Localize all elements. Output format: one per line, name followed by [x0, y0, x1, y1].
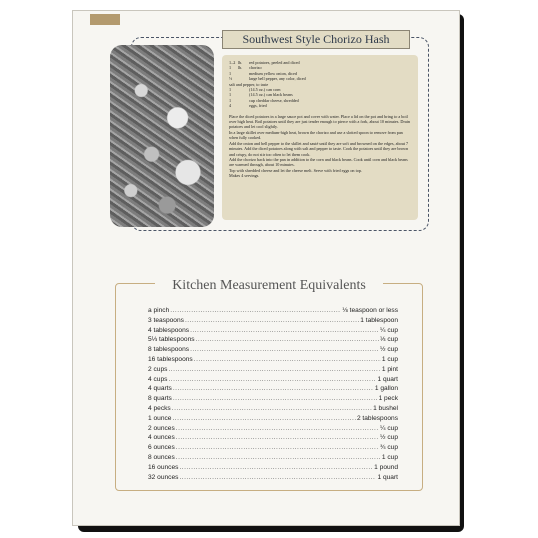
- dot-leader: [190, 327, 379, 334]
- dot-leader: [196, 336, 379, 343]
- dot-leader: [190, 346, 379, 353]
- directions: [229, 114, 411, 179]
- direction-step: Add the chorizo back into the pan in addition to the corn and black beans. Cook until corn and black beans are warmed through, about 10 minutes.: [229, 156, 408, 168]
- ingredient-list: [229, 60, 411, 109]
- dot-leader: [176, 444, 379, 451]
- direction-step: Add the onion and bell pepper to the skillet and sauté until they are soft and browned on the edges, about 7 minutes. Add the diced potatoes along with salt and pepper to taste. Cook the potatoes until they are brown and crispy, do not stir too often to let them cook.: [229, 140, 409, 157]
- measurement-row: 4 quarts ..... 1 gallon: [148, 385, 398, 395]
- measurement-row: 2 cups ..... 1 pint: [148, 366, 398, 376]
- dot-leader: [179, 464, 373, 471]
- recipe-card: [222, 55, 418, 220]
- ingredient-row: 1 (14.5 oz.) can corn: [229, 87, 281, 93]
- dot-leader: [172, 415, 355, 422]
- measurement-row: 8 quarts ..... 1 peck: [148, 395, 398, 405]
- dot-leader: [179, 474, 376, 481]
- ingredient-row: 1 lb. chorizo: [229, 65, 262, 71]
- measurement-row: 4 tablespoons ..... ¼ cup: [148, 327, 398, 337]
- direction-step: In a large skillet over medium-high heat, brown the chorizo and use a slotted spoon to remove from pan when fully cooked.: [229, 129, 403, 141]
- dot-leader: [168, 366, 380, 373]
- ingredient-row: salt and pepper, to taste: [229, 81, 269, 87]
- measurement-row: 3 teaspoons ..... 1 tablespoon: [148, 317, 398, 327]
- gold-corner-tab: [90, 14, 120, 25]
- measurement-row: 16 ounces ..... 1 pound: [148, 464, 398, 474]
- dot-leader: [172, 405, 372, 412]
- ingredient-row: 1 medium yellow onion, diced: [229, 70, 297, 76]
- measurement-row: 4 ounces ..... ½ cup: [148, 434, 398, 444]
- direction-step: Makes 4 servings.: [229, 173, 260, 179]
- ingredient-row: ½ large bell pepper, any color, diced: [229, 76, 306, 82]
- measurement-row: 16 tablespoons ..... 1 cup: [148, 356, 398, 366]
- measurement-row: 5⅓ tablespoons ..... ⅓ cup: [148, 336, 398, 346]
- measurement-row: 1 ounce ..... 2 tablespoons: [148, 415, 398, 425]
- measurement-list: [148, 307, 398, 483]
- ingredient-row: 1 cup cheddar cheese, shredded: [229, 97, 299, 103]
- dot-leader: [185, 317, 359, 324]
- measurement-title: Kitchen Measurement Equivalents: [155, 277, 383, 295]
- dot-leader: [176, 434, 379, 441]
- measurement-row: 2 ounces ..... ¼ cup: [148, 425, 398, 435]
- measurement-row: 32 ounces ..... 1 quart: [148, 474, 398, 484]
- recipe-title: Southwest Style Chorizo Hash: [222, 30, 410, 49]
- measurement-row: 8 tablespoons ..... ½ cup: [148, 346, 398, 356]
- direction-step: Top with shredded cheese and let the cheese melt. Serve with fried eggs on top.: [229, 167, 362, 173]
- measurement-row: 4 pecks ..... 1 bushel: [148, 405, 398, 415]
- dot-leader: [168, 376, 376, 383]
- measurement-row: a pinch ..... ⅛ teaspoon or less: [148, 307, 398, 317]
- measurement-row: 8 ounces ..... 1 cup: [148, 454, 398, 464]
- chorizo-hash-photo: [110, 45, 214, 227]
- dot-leader: [176, 454, 381, 461]
- dot-leader: [173, 385, 374, 392]
- measurement-row: 4 cups ..... 1 quart: [148, 376, 398, 386]
- measurement-row: 6 ounces ..... ¾ cup: [148, 444, 398, 454]
- direction-step: Place the diced potatoes in a large sauce pot and cover with water. Place a lid on the pot and bring to a boil over high heat. Boil potatoes until they are just tender enough to pierce with a fork, about 10 minutes. Drain potatoes and let cool slightly.: [229, 113, 410, 130]
- ingredient-row: 4 eggs, fried: [229, 103, 267, 109]
- ingredient-row: 1–2 lb. red potatoes, peeled and diced: [229, 60, 300, 65]
- dot-leader: [170, 307, 341, 314]
- dot-leader: [173, 395, 378, 402]
- dot-leader: [176, 425, 379, 432]
- ingredient-row: 1 (14.5 oz.) can black beans: [229, 92, 293, 98]
- dot-leader: [194, 356, 381, 363]
